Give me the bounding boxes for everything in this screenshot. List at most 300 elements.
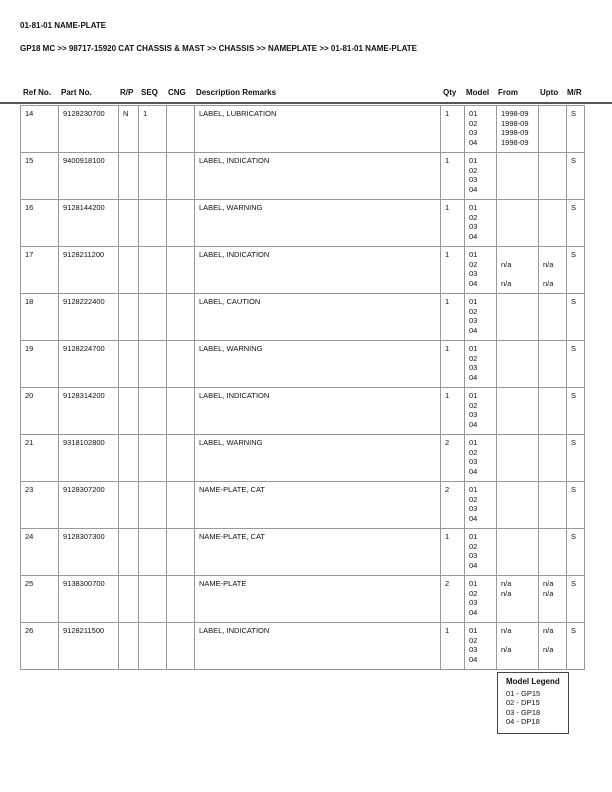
model-cell-line: 02 (469, 165, 478, 175)
qty-cell: 1 (441, 294, 465, 341)
from-cell-line (501, 495, 534, 505)
ref-no-cell: 14 (21, 106, 59, 153)
table-row (21, 482, 585, 529)
upto-cell (539, 200, 567, 247)
upto-cell (539, 435, 567, 482)
col-header-mr: M/R (567, 88, 582, 97)
seq-cell (139, 153, 167, 200)
from-cell-line (501, 213, 534, 223)
model-cell-line: 04 (469, 231, 478, 241)
ref-no-cell: 18 (21, 294, 59, 341)
from-cell-line (501, 485, 534, 495)
from-cell-line (501, 297, 534, 307)
cng-cell (167, 529, 195, 576)
from-cell-line (501, 326, 534, 336)
qty-cell: 2 (441, 576, 465, 623)
mr-cell: S (567, 482, 585, 529)
model-cell (465, 388, 497, 435)
upto-cell (539, 623, 567, 670)
model-cell-line: 01 (469, 485, 478, 494)
qty-cell: 1 (441, 106, 465, 153)
description-cell: NAME-PLATE (195, 576, 441, 623)
from-cell-line (501, 391, 534, 401)
from-cell-line: 1998-09 (501, 128, 529, 138)
model-cell-line: 04 (469, 654, 478, 664)
upto-cell (539, 106, 567, 153)
qty-cell: 1 (441, 529, 465, 576)
from-cell (497, 294, 539, 341)
table-row (21, 576, 585, 623)
from-cell-line (501, 542, 534, 552)
description-cell: LABEL, INDICATION (195, 247, 441, 294)
from-cell (497, 482, 539, 529)
breadcrumb: GP18 MC >> 98717-15920 CAT CHASSIS & MAST >> CHASSIS >> NAMEPLATE >> 01-81-01 NAME-PLATE (20, 44, 418, 53)
model-cell-line: 01 (469, 438, 478, 447)
from-cell-line: n/a (501, 626, 512, 635)
page-title: 01-81-01 NAME-PLATE (20, 21, 107, 30)
from-cell-line (501, 222, 534, 232)
upto-cell-line (543, 514, 562, 524)
col-header-ref: Ref No. (23, 88, 51, 97)
from-cell-line (501, 467, 534, 477)
qty-cell: 1 (441, 388, 465, 435)
model-cell-line: 04 (469, 137, 478, 147)
model-cell-line: 04 (469, 419, 478, 429)
parts-table (20, 105, 585, 670)
part-no-cell: 9318102800 (59, 435, 119, 482)
from-cell-line (501, 373, 534, 383)
upto-cell (539, 529, 567, 576)
rp-cell (119, 576, 139, 623)
seq-cell (139, 529, 167, 576)
rp-cell (119, 247, 139, 294)
model-cell-line: 03 (469, 457, 478, 467)
from-cell (497, 153, 539, 200)
ref-no-cell: 16 (21, 200, 59, 247)
cng-cell (167, 294, 195, 341)
model-cell (465, 482, 497, 529)
upto-cell-line (543, 655, 562, 665)
description-cell: LABEL, LUBRICATION (195, 106, 441, 153)
ref-no-cell: 17 (21, 247, 59, 294)
model-cell-line: 01 (469, 579, 478, 588)
model-cell-line: 03 (469, 175, 478, 185)
part-no-cell: 9128307300 (59, 529, 119, 576)
upto-cell-line (543, 485, 562, 495)
col-header-model: Model (466, 88, 490, 97)
upto-cell-line (543, 185, 562, 195)
upto-cell (539, 576, 567, 623)
ref-no-cell: 20 (21, 388, 59, 435)
model-cell-line: 01 (469, 109, 478, 118)
from-cell-line (501, 514, 534, 524)
seq-cell (139, 294, 167, 341)
model-cell-line: 02 (469, 635, 478, 645)
upto-cell-line (543, 438, 562, 448)
model-cell-line: 04 (469, 372, 478, 382)
cng-cell (167, 482, 195, 529)
description-cell: LABEL, INDICATION (195, 388, 441, 435)
rp-cell (119, 623, 139, 670)
cng-cell (167, 623, 195, 670)
model-cell-line: 04 (469, 513, 478, 523)
upto-cell-line (543, 213, 562, 223)
model-cell (465, 294, 497, 341)
upto-cell-line (543, 391, 562, 401)
upto-cell-line (543, 307, 562, 317)
rp-cell (119, 200, 139, 247)
upto-cell-line (543, 448, 562, 458)
table-row (21, 435, 585, 482)
model-cell (465, 529, 497, 576)
cng-cell (167, 247, 195, 294)
upto-cell-line (543, 297, 562, 307)
model-cell-line: 04 (469, 325, 478, 335)
upto-cell (539, 247, 567, 294)
model-cell-line: 03 (469, 410, 478, 420)
qty-cell: 1 (441, 247, 465, 294)
model-cell (465, 106, 497, 153)
upto-cell-line (543, 222, 562, 232)
col-header-part: Part No. (61, 88, 92, 97)
model-cell-line: 04 (469, 607, 478, 617)
table-row (21, 341, 585, 388)
cng-cell (167, 576, 195, 623)
upto-cell-line (543, 457, 562, 467)
description-cell: LABEL, WARNING (195, 200, 441, 247)
model-cell (465, 247, 497, 294)
part-no-cell: 9128230700 (59, 106, 119, 153)
part-no-cell: 9128224700 (59, 341, 119, 388)
ref-no-cell: 24 (21, 529, 59, 576)
upto-cell-line (543, 109, 562, 119)
from-cell-line (501, 457, 534, 467)
legend-title: Model Legend (506, 677, 560, 686)
ref-no-cell: 23 (21, 482, 59, 529)
upto-cell-line: n/a (543, 626, 554, 635)
table-row (21, 200, 585, 247)
qty-cell: 2 (441, 435, 465, 482)
cng-cell (167, 388, 195, 435)
model-cell-line: 02 (469, 541, 478, 551)
ref-no-cell: 26 (21, 623, 59, 670)
upto-cell (539, 482, 567, 529)
col-header-qty: Qty (443, 88, 457, 97)
seq-cell (139, 200, 167, 247)
seq-cell (139, 576, 167, 623)
model-cell (465, 576, 497, 623)
from-cell-line (501, 532, 534, 542)
from-cell (497, 247, 539, 294)
from-cell-line (501, 438, 534, 448)
rp-cell (119, 388, 139, 435)
from-cell-line (501, 420, 534, 430)
ref-no-cell: 19 (21, 341, 59, 388)
col-header-from: From (498, 88, 518, 97)
mr-cell: S (567, 388, 585, 435)
upto-cell-line (543, 316, 562, 326)
mr-cell: S (567, 341, 585, 388)
from-cell-line (501, 250, 534, 260)
upto-cell (539, 388, 567, 435)
seq-cell: 1 (139, 106, 167, 153)
upto-cell-line (543, 250, 562, 260)
seq-cell (139, 388, 167, 435)
seq-cell (139, 341, 167, 388)
from-cell-line: n/a (501, 645, 512, 655)
upto-cell-line: n/a (543, 645, 554, 655)
model-cell-line: 01 (469, 532, 478, 541)
from-cell-line (501, 344, 534, 354)
legend-item: 04 - DP18 (506, 717, 540, 727)
seq-cell (139, 247, 167, 294)
from-cell-line (501, 636, 534, 646)
mr-cell: S (567, 435, 585, 482)
col-header-upto: Upto (540, 88, 559, 97)
from-cell-line (501, 410, 534, 420)
upto-cell-line (543, 156, 562, 166)
legend-item: 03 - GP18 (506, 707, 541, 717)
model-cell-line: 02 (469, 306, 478, 316)
from-cell (497, 341, 539, 388)
from-cell-line (501, 561, 534, 571)
upto-cell-line (543, 420, 562, 430)
from-cell (497, 435, 539, 482)
ref-no-cell: 21 (21, 435, 59, 482)
model-cell (465, 153, 497, 200)
upto-cell (539, 294, 567, 341)
from-cell-line (501, 598, 534, 608)
from-cell-line (501, 185, 534, 195)
qty-cell: 1 (441, 153, 465, 200)
seq-cell (139, 435, 167, 482)
description-cell: LABEL, INDICATION (195, 153, 441, 200)
col-header-desc: Description Remarks (196, 88, 277, 97)
ref-no-cell: 25 (21, 576, 59, 623)
mr-cell: S (567, 106, 585, 153)
model-cell-line: 02 (469, 588, 478, 598)
upto-cell-line: n/a (543, 278, 554, 288)
model-cell-line: 01 (469, 344, 478, 353)
from-cell-line (501, 316, 534, 326)
upto-cell-line (543, 175, 562, 185)
upto-cell-line (543, 467, 562, 477)
from-cell-line: 1998-09 (501, 137, 529, 147)
upto-cell-line (543, 532, 562, 542)
seq-cell (139, 623, 167, 670)
upto-cell (539, 153, 567, 200)
table-row (21, 623, 585, 670)
upto-cell-line (543, 138, 562, 148)
from-cell-line (501, 232, 534, 242)
upto-cell-line (543, 598, 562, 608)
from-cell-line (501, 307, 534, 317)
part-no-cell: 9400918100 (59, 153, 119, 200)
from-cell-line: n/a (501, 278, 512, 288)
model-cell-line: 03 (469, 504, 478, 514)
cng-cell (167, 200, 195, 247)
from-cell-line (501, 156, 534, 166)
qty-cell: 2 (441, 482, 465, 529)
description-cell: NAME-PLATE, CAT (195, 529, 441, 576)
model-cell (465, 435, 497, 482)
model-cell (465, 341, 497, 388)
mr-cell: S (567, 576, 585, 623)
model-cell-line: 03 (469, 269, 478, 279)
qty-cell: 1 (441, 341, 465, 388)
rp-cell (119, 529, 139, 576)
rp-cell (119, 294, 139, 341)
col-header-seq: SEQ (141, 88, 158, 97)
table-row (21, 106, 585, 153)
table-row (21, 153, 585, 200)
upto-cell-line (543, 373, 562, 383)
model-cell-line: 01 (469, 391, 478, 400)
from-cell-line: 1998-09 (501, 118, 529, 128)
upto-cell-line (543, 119, 562, 129)
col-header-rp: R/P (120, 88, 134, 97)
from-cell (497, 623, 539, 670)
description-cell: LABEL, WARNING (195, 435, 441, 482)
col-header-cng: CNG (168, 88, 186, 97)
from-cell (497, 576, 539, 623)
upto-cell-line (543, 203, 562, 213)
upto-cell-line (543, 232, 562, 242)
upto-cell-line (543, 608, 562, 618)
part-no-cell: 9138300700 (59, 576, 119, 623)
rp-cell (119, 435, 139, 482)
mr-cell: S (567, 294, 585, 341)
model-cell (465, 200, 497, 247)
legend-item: 01 - GP15 (506, 688, 541, 698)
model-cell (465, 623, 497, 670)
description-cell: LABEL, CAUTION (195, 294, 441, 341)
from-cell-line (501, 363, 534, 373)
rp-cell (119, 482, 139, 529)
table-row (21, 247, 585, 294)
upto-cell-line (543, 410, 562, 420)
ref-no-cell: 15 (21, 153, 59, 200)
mr-cell: S (567, 200, 585, 247)
from-cell-line (501, 551, 534, 561)
model-cell-line: 01 (469, 297, 478, 306)
model-cell-line: 04 (469, 466, 478, 476)
upto-cell-line (543, 401, 562, 411)
cng-cell (167, 435, 195, 482)
part-no-cell: 9128307200 (59, 482, 119, 529)
upto-cell (539, 341, 567, 388)
upto-cell-line: n/a (543, 588, 554, 598)
rp-cell (119, 153, 139, 200)
upto-cell-line (543, 495, 562, 505)
model-cell-line: 03 (469, 598, 478, 608)
model-cell-line: 02 (469, 353, 478, 363)
part-no-cell: 9128222400 (59, 294, 119, 341)
qty-cell: 1 (441, 623, 465, 670)
model-cell-line: 04 (469, 184, 478, 194)
cng-cell (167, 153, 195, 200)
model-cell-line: 01 (469, 250, 478, 259)
part-no-cell: 9128211500 (59, 623, 119, 670)
model-cell-line: 02 (469, 400, 478, 410)
from-cell-line (501, 448, 534, 458)
upto-cell-line (543, 269, 562, 279)
mr-cell: S (567, 153, 585, 200)
from-cell (497, 200, 539, 247)
model-cell-line: 02 (469, 118, 478, 128)
model-cell-line: 04 (469, 278, 478, 288)
from-cell-line (501, 608, 534, 618)
upto-cell-line (543, 344, 562, 354)
model-cell-line: 02 (469, 212, 478, 222)
upto-cell-line (543, 636, 562, 646)
from-cell-line (501, 166, 534, 176)
from-cell-line (501, 655, 534, 665)
upto-cell-line (543, 561, 562, 571)
from-cell-line: n/a (501, 259, 512, 269)
model-cell-line: 02 (469, 447, 478, 457)
description-cell: NAME-PLATE, CAT (195, 482, 441, 529)
upto-cell-line (543, 166, 562, 176)
model-cell-line: 03 (469, 316, 478, 326)
model-cell-line: 01 (469, 156, 478, 165)
cng-cell (167, 106, 195, 153)
model-cell-line: 03 (469, 363, 478, 373)
from-cell-line (501, 354, 534, 364)
from-cell-line (501, 175, 534, 185)
model-cell-line: 01 (469, 203, 478, 212)
mr-cell: S (567, 247, 585, 294)
model-cell-line: 03 (469, 128, 478, 138)
upto-cell-line: n/a (543, 579, 554, 588)
upto-cell-line (543, 551, 562, 561)
description-cell: LABEL, INDICATION (195, 623, 441, 670)
upto-cell-line: n/a (543, 259, 554, 269)
model-cell-line: 01 (469, 626, 478, 635)
rp-cell (119, 341, 139, 388)
table-row (21, 388, 585, 435)
upto-cell-line (543, 128, 562, 138)
header-divider (0, 102, 612, 104)
part-no-cell: 9128211200 (59, 247, 119, 294)
from-cell-line (501, 504, 534, 514)
from-cell (497, 529, 539, 576)
model-cell-line: 03 (469, 551, 478, 561)
from-cell-line (501, 269, 534, 279)
from-cell-line (501, 401, 534, 411)
from-cell-line: 1998-09 (501, 109, 529, 118)
upto-cell-line (543, 363, 562, 373)
from-cell-line: n/a (501, 579, 512, 588)
model-cell-line: 04 (469, 560, 478, 570)
seq-cell (139, 482, 167, 529)
model-cell-line: 03 (469, 222, 478, 232)
rp-cell: N (119, 106, 139, 153)
mr-cell: S (567, 529, 585, 576)
upto-cell-line (543, 504, 562, 514)
part-no-cell: 9128144200 (59, 200, 119, 247)
upto-cell-line (543, 354, 562, 364)
model-cell-line: 02 (469, 494, 478, 504)
cng-cell (167, 341, 195, 388)
table-row (21, 529, 585, 576)
model-cell-line: 03 (469, 645, 478, 655)
from-cell-line: n/a (501, 588, 512, 598)
model-legend (497, 672, 569, 734)
upto-cell-line (543, 542, 562, 552)
from-cell-line (501, 203, 534, 213)
from-cell (497, 106, 539, 153)
